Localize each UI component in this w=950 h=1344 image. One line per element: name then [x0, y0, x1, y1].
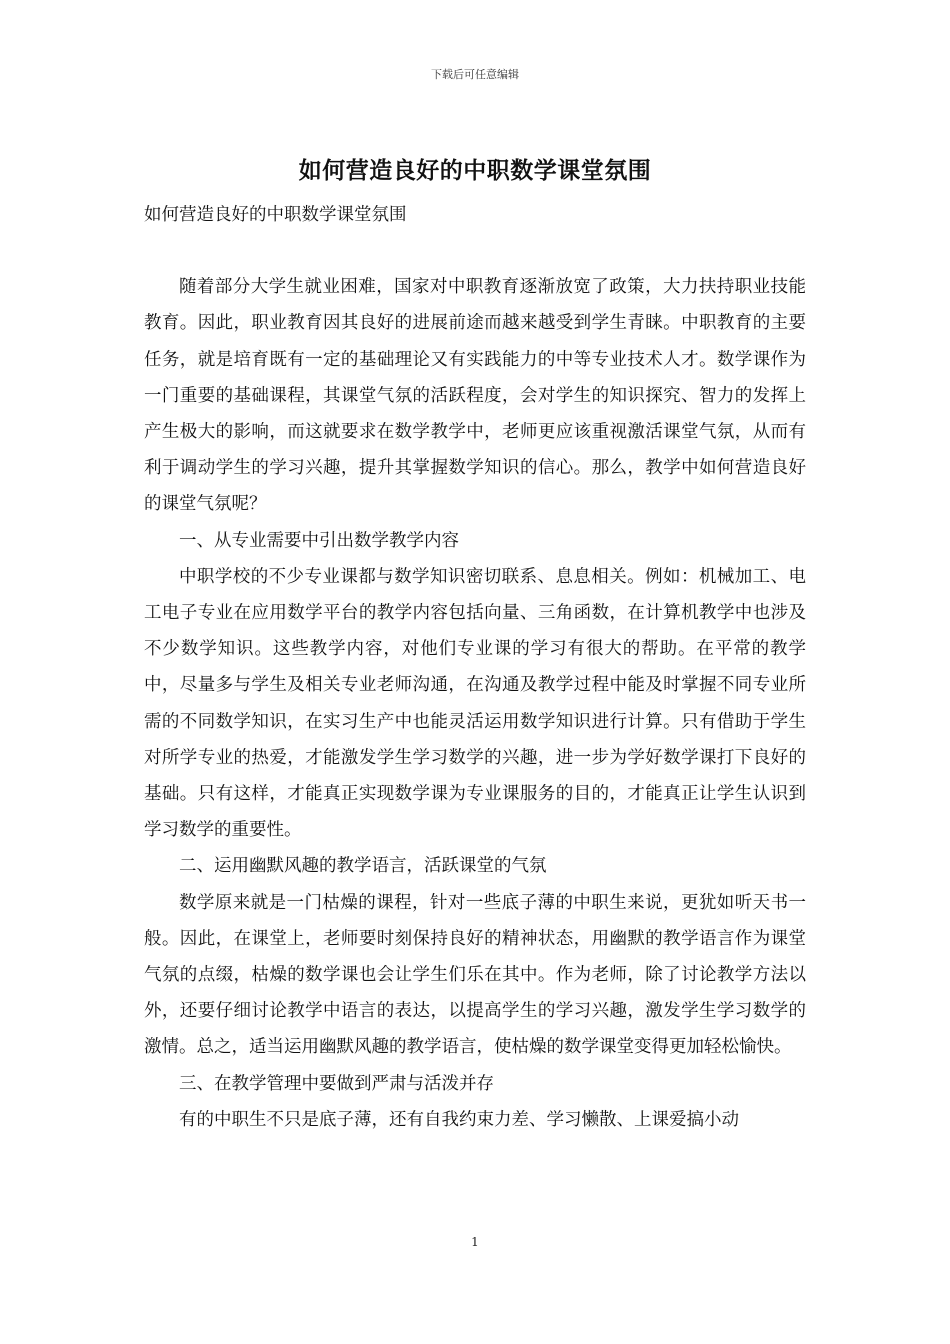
- document-title: 如何营造良好的中职数学课堂氛围: [298, 157, 652, 184]
- header-note: 下载后可任意编辑: [431, 68, 519, 81]
- section-heading-3: 三、在教学管理中要做到严肃与活泼并存: [179, 1073, 494, 1094]
- paragraph-section-1: 中职学校的不少专业课都与数学知识密切联系、息息相关。例如：机械加工、电工电子专业在应用数学平台的教学内容包括向量、三角函数，在计算机教学中也涉及不少数学知识。这些教学内容，对他们专业课的学习有很大的帮助。在平常的教学中，尽量多与学生及相关专业老师沟通，在沟通及教学过程中能及时掌握不同专业所需的不同数学知识，在实习生产中也能灵活运用数学知识进行计算。只有借助于学生对所学专业的热爱，才能激发学生学习数学的兴趣，进一步为学好数学课打下良好的基础。只有这样，才能真正实现数学课为专业课服务的目的，才能真正让学生认识到学习数学的重要性。: [144, 566, 806, 841]
- section-heading-2: 二、运用幽默风趣的教学语言，活跃课堂的气氛: [179, 856, 547, 877]
- section-heading-1: 一、从专业需要中引出数学教学内容: [179, 530, 459, 551]
- page-number: 1: [471, 1235, 479, 1249]
- paragraph-intro: 随着部分大学生就业困难，国家对中职教育逐渐放宽了政策，大力扶持职业技能教育。因此，职业教育因其良好的进展前途而越来越受到学生青睐。中职教育的主要任务，就是培育既有一定的基础理论又有实践能力的中等专业技术人才。数学课作为一门重要的基础课程，其课堂气氛的活跃程度，会对学生的知识探究、智力的发挥上产生极大的影响，而这就要求在数学教学中，老师更应该重视激活课堂气氛，从而有利于调动学生的学习兴趣，提升其掌握数学知识的信心。那么，教学中如何营造良好的课堂气氛呢？: [144, 277, 806, 515]
- document-subtitle: 如何营造良好的中职数学课堂氛围: [144, 205, 407, 225]
- paragraph-section-2: 数学原来就是一门枯燥的课程，针对一些底子薄的中职生来说，更犹如听天书一般。因此，在课堂上，老师要时刻保持良好的精神状态，用幽默的教学语言作为课堂气氛的点缀，枯燥的数学课也会让学生们乐在其中。作为老师，除了讨论教学方法以外，还要仔细讨论教学中语言的表达，以提高学生的学习兴趣，激发学生学习数学的激情。总之，适当运用幽默风趣的教学语言，使枯燥的数学课堂变得更加轻松愉快。: [144, 892, 806, 1058]
- paragraph-section-3: 有的中职生不只是底子薄，还有自我约束力差、学习懒散、上课爱搞小动: [179, 1109, 739, 1130]
- document-body: [144, 197, 806, 1138]
